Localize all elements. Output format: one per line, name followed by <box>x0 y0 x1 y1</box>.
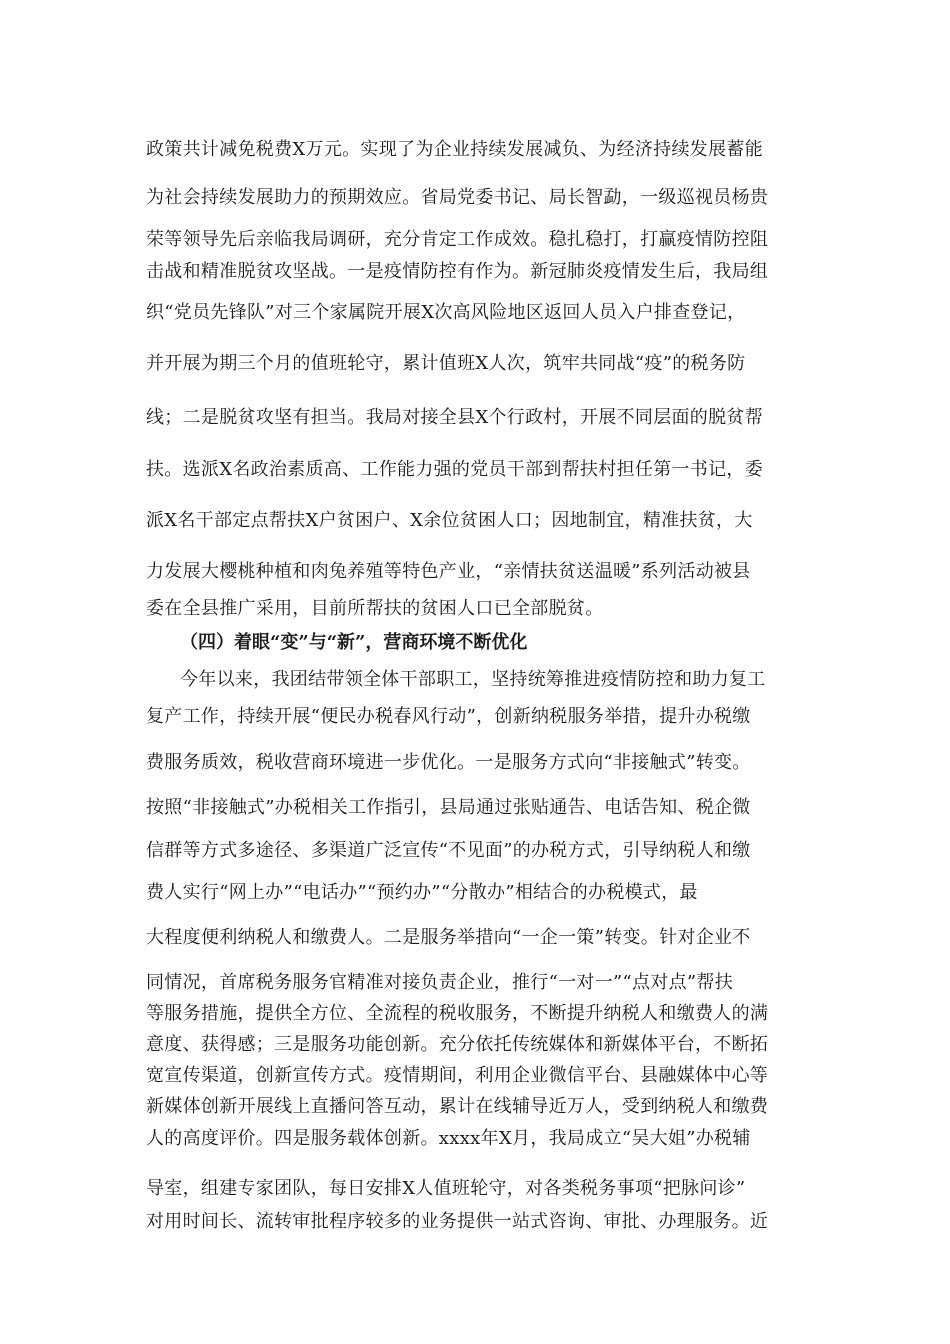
paragraph-line: 复产工作，持续开展“便民办税春风行动”，创新纳税服务举措，提升办税缴 <box>146 706 751 727</box>
paragraph-line: 对用时间长、流转审批程序较多的业务提供一站式咨询、审批、办理服务。近 <box>146 1211 769 1232</box>
paragraph-line: 荣等领导先后亲临我局调研，充分肯定工作成效。稳扎稳打，打赢疫情防控阻 <box>146 229 769 250</box>
paragraph-line: 大程度便利纳税人和缴费人。二是服务举措向“一企一策”转变。针对企业不 <box>146 927 751 948</box>
paragraph-line: 击战和精准脱贫攻坚战。一是疫情防控有作为。新冠肺炎疫情发生后，我局组 <box>146 261 769 282</box>
paragraph-line: 信群等方式多途径、多渠道广泛宣传“不见面”的办税方式，引导纳税人和缴 <box>146 840 751 861</box>
paragraph-line: 并开展为期三个月的值班轮守，累计值班X人次，筑牢共同战“疫”的税务防 <box>146 353 746 374</box>
paragraph-line: 政策共计减免税费X万元。实现了为企业持续发展减负、为经济持续发展蓄能 <box>146 139 764 160</box>
paragraph-line: 力发展大樱桃种植和肉兔养殖等特色产业，“亲情扶贫送温暖”系列活动被县 <box>146 561 751 582</box>
paragraph-line: 为社会持续发展助力的预期效应。省局党委书记、局长智勐，一级巡视员杨贵 <box>146 187 769 208</box>
paragraph-line: 人的高度评价。四是服务载体创新。xxxx年X月，我局成立“吴大姐”办税辅 <box>146 1128 751 1149</box>
paragraph-line: 按照“非接触式”办税相关工作指引，县局通过张贴通告、电话告知、税企微 <box>146 797 751 818</box>
paragraph-line: 同情况，首席税务服务官精准对接负责企业，推行“一对一”“点对点”帮扶 <box>146 972 734 993</box>
paragraph-line: 扶。选派X名政治素质高、工作能力强的党员干部到帮扶村担任第一书记，委 <box>146 459 764 480</box>
paragraph-line: 线；二是脱贫攻坚有担当。我局对接全县X个行政村，开展不同层面的脱贫帮 <box>146 407 764 428</box>
paragraph-line: 委在全县推广采用，目前所帮扶的贫困人口已全部脱贫。 <box>146 598 604 619</box>
paragraph-line: 今年以来，我团结带领全体干部职工，坚持统筹推进疫情防控和助力复工 <box>180 669 766 690</box>
paragraph-line: 导室，组建专家团队，每日安排X人值班轮守，对各类税务事项“把脉问诊” <box>146 1178 746 1199</box>
paragraph-line: 宽宣传渠道，创新宣传方式。疫情期间，利用企业微信平台、县融媒体中心等 <box>146 1065 769 1086</box>
paragraph-line: 新媒体创新开展线上直播问答互动，累计在线辅导近万人，受到纳税人和缴费 <box>146 1096 769 1117</box>
paragraph-line: 等服务措施，提供全方位、全流程的税收服务，不断提升纳税人和缴费人的满 <box>146 1003 769 1024</box>
paragraph-line: 费人实行“网上办”“电话办”“预约办”“分散办”相结合的办税模式，最 <box>146 882 698 903</box>
paragraph-line: 派X名干部定点帮扶X户贫困户、X余位贫困人口；因地制宜，精准扶贫，大 <box>146 510 753 531</box>
paragraph-line: 织“党员先锋队”对三个家属院开展X次高风险地区返回人员入户排查登记， <box>146 302 746 323</box>
paragraph-line: 费服务质效，税收营商环境进一步优化。一是服务方式向“非接触式”转变。 <box>146 752 751 773</box>
section-heading: （四）着眼“变”与“新”，营商环境不断优化 <box>180 632 528 653</box>
paragraph-line: 意度、获得感；三是服务功能创新。充分依托传统媒体和新媒体平台，不断拓 <box>146 1034 769 1055</box>
